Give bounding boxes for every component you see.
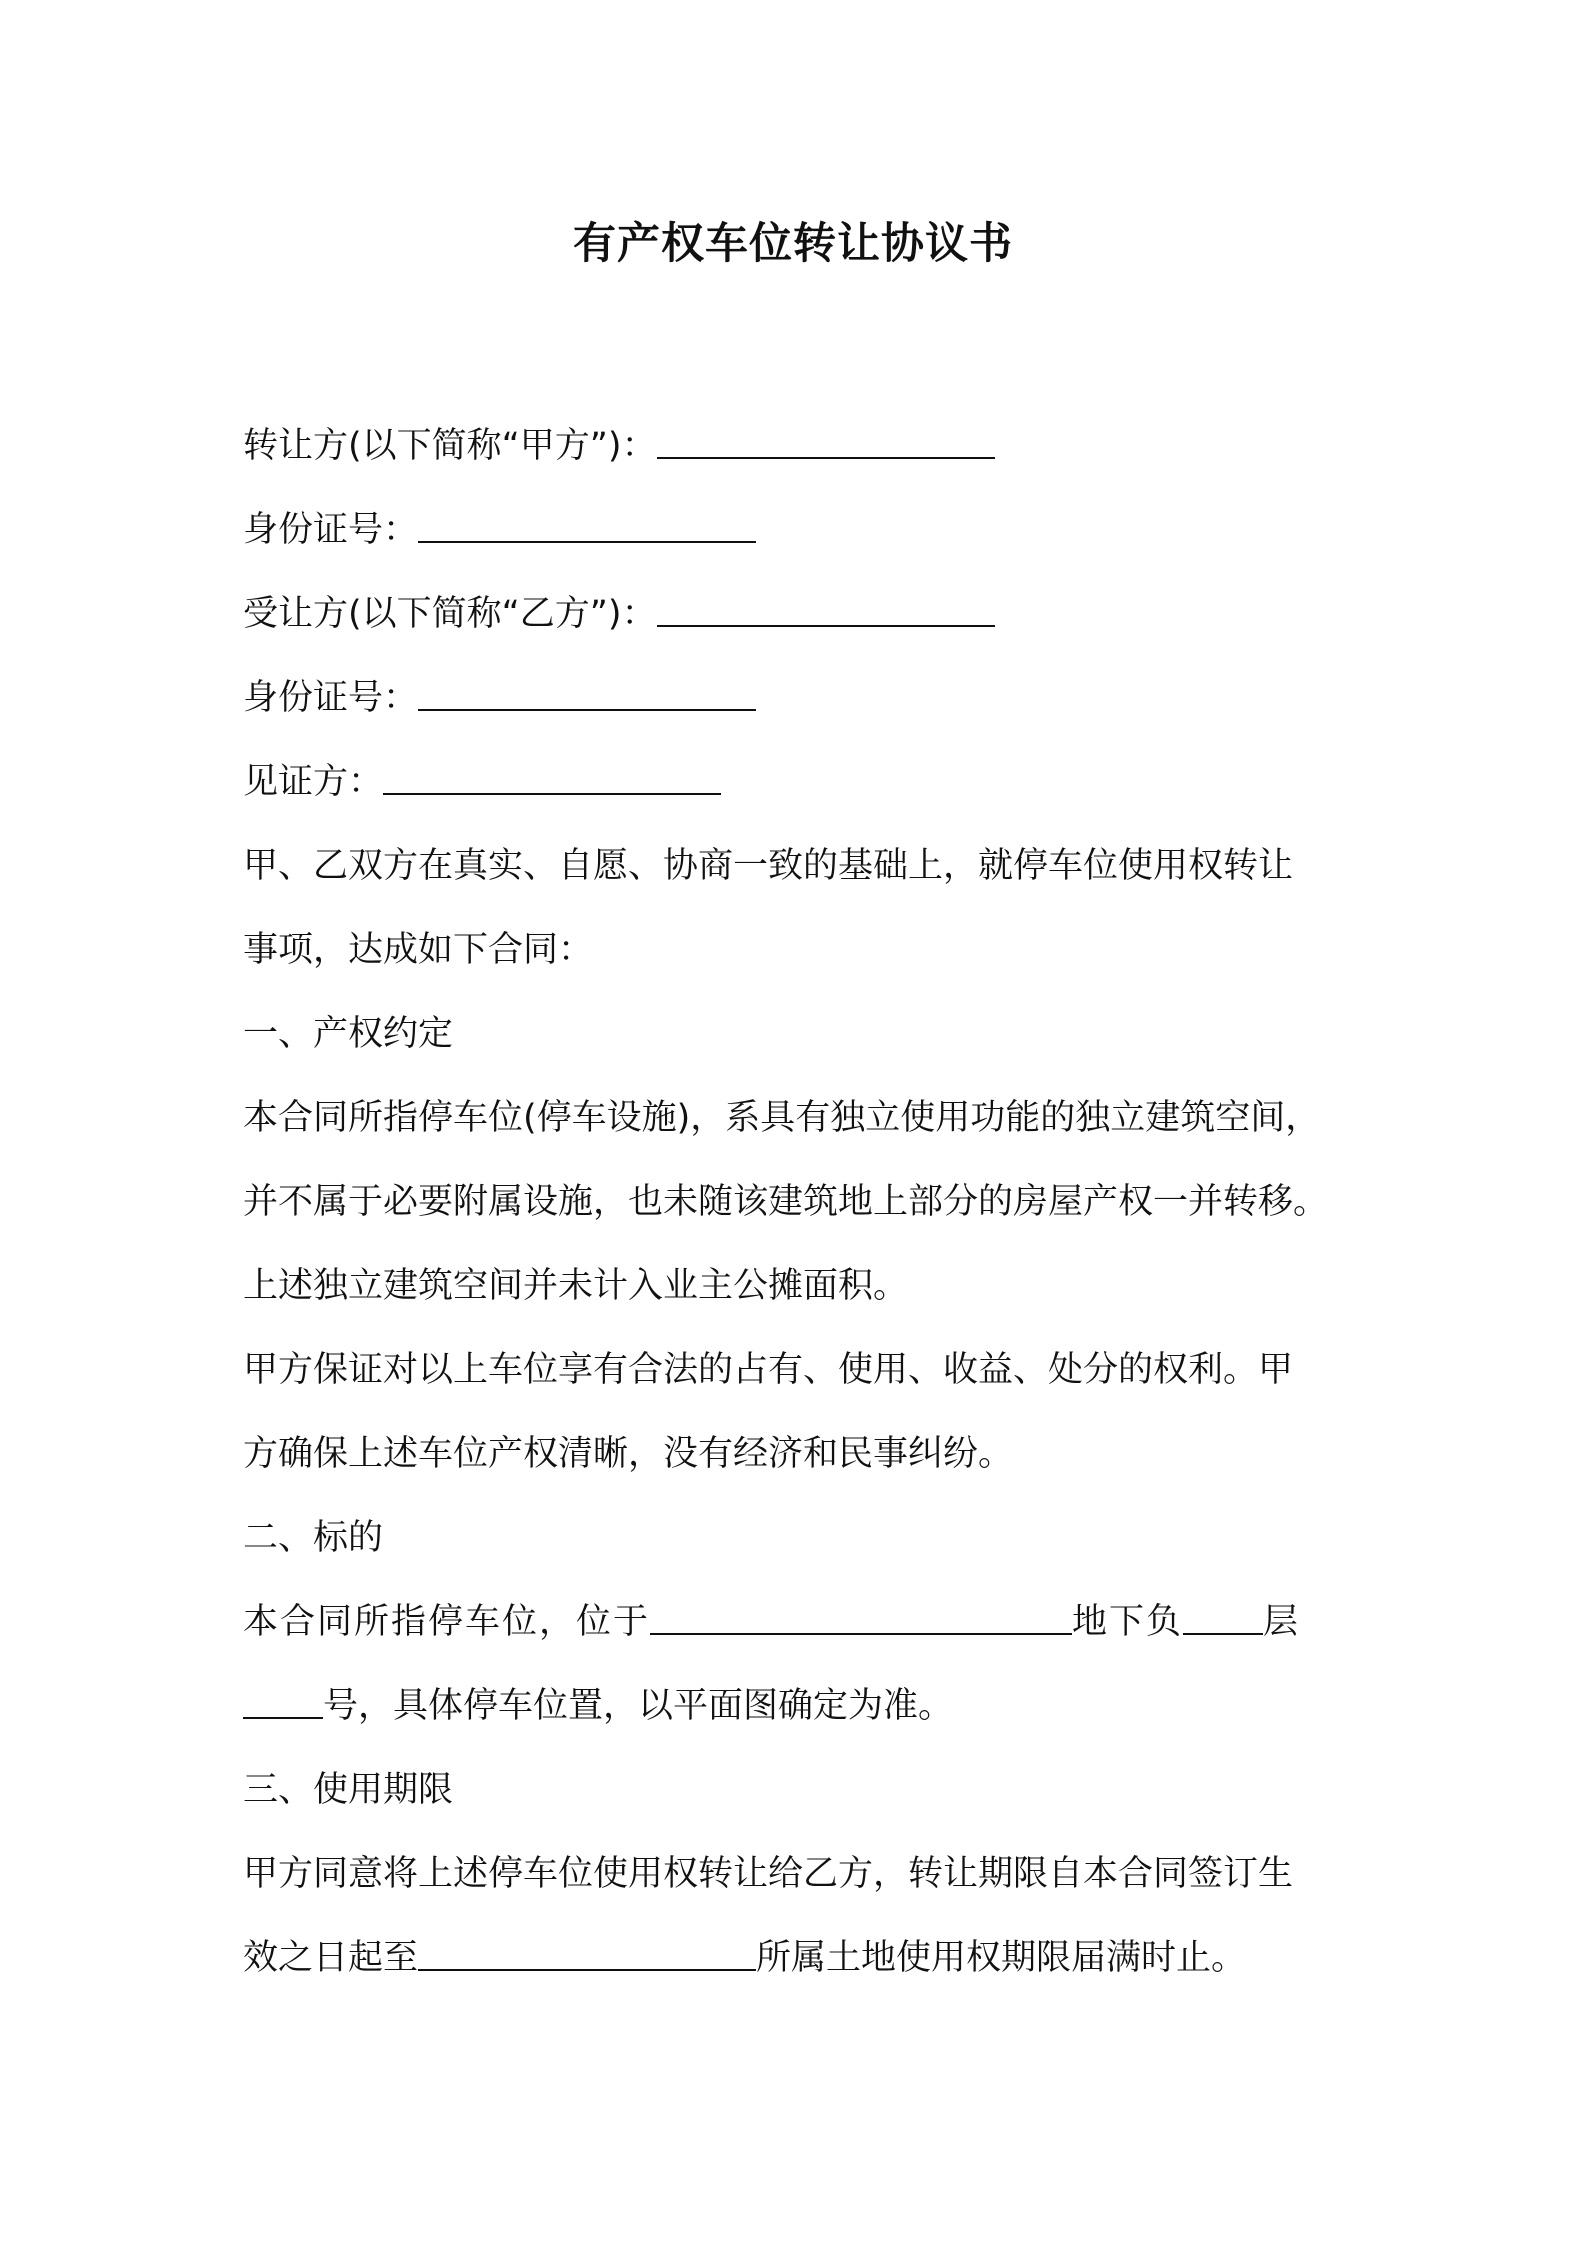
party-b-label: 受让方(以下简称“乙方”)： [243, 594, 657, 634]
document-title: 有产权车位转让协议书 [573, 219, 1013, 269]
section1-p2-line-2: 方确保上述车位产权清晰，没有经济和民事纠纷。 [243, 1434, 1014, 1474]
section2-heading: 二、标的 [243, 1518, 384, 1558]
party-b-id-label: 身份证号： [243, 678, 419, 718]
party-a-id-blank [418, 509, 756, 543]
section2-line1-a: 本合同所指停车位，位于 [243, 1602, 651, 1642]
number-blank [243, 1685, 323, 1719]
section2-line-1 [243, 1580, 1373, 1664]
party-a-id-line [243, 488, 1373, 572]
section3-line-2 [243, 1916, 1373, 2000]
witness-line [243, 740, 1373, 824]
section2-line1-c: 层 [1263, 1602, 1301, 1642]
party-a-blank [657, 425, 995, 459]
party-b-line [243, 572, 1373, 656]
section1-p1-line-1: 本合同所指停车位(停车设施)，系具有独立使用功能的独立建筑空间， [243, 1098, 1321, 1138]
witness-blank [383, 761, 721, 795]
section1-p2-line-1: 甲方保证对以上车位享有合法的占有、使用、收益、处分的权利。甲 [243, 1350, 1294, 1390]
section2-line2-a: 号，具体停车位置，以平面图确定为准。 [323, 1686, 954, 1726]
section3-heading: 三、使用期限 [243, 1770, 454, 1810]
section1-p1-line-3: 上述独立建筑空间并未计入业主公摊面积。 [243, 1266, 909, 1306]
section1-p1-line-2: 并不属于必要附属设施，也未随该建筑地上部分的房屋产权一并转移。 [243, 1182, 1329, 1222]
party-a-id-label: 身份证号： [243, 510, 419, 550]
preamble-line-2: 事项，达成如下合同： [243, 930, 594, 970]
section1-heading: 一、产权约定 [243, 1014, 454, 1054]
preamble-line-1: 甲、乙双方在真实、自愿、协商一致的基础上，就停车位使用权转让 [243, 846, 1294, 886]
section2-line1-b: 地下负 [1072, 1602, 1184, 1642]
section2-line-2 [243, 1664, 1373, 1748]
section3-line2-a: 效之日起至 [243, 1938, 419, 1978]
witness-label: 见证方： [243, 762, 384, 802]
section3-line2-b: 所属土地使用权期限届满时止。 [756, 1938, 1247, 1978]
document-body [243, 404, 1373, 2000]
party-b-id-blank [418, 677, 756, 711]
floor-blank [1183, 1601, 1263, 1635]
location-blank [650, 1601, 1072, 1635]
party-a-label: 转让方(以下简称“甲方”)： [243, 426, 657, 466]
party-a-line [243, 404, 1373, 488]
term-end-blank [418, 1937, 756, 1971]
party-b-id-line [243, 656, 1373, 740]
section3-line-1: 甲方同意将上述停车位使用权转让给乙方，转让期限自本合同签订生 [243, 1854, 1294, 1894]
party-b-blank [657, 593, 995, 627]
